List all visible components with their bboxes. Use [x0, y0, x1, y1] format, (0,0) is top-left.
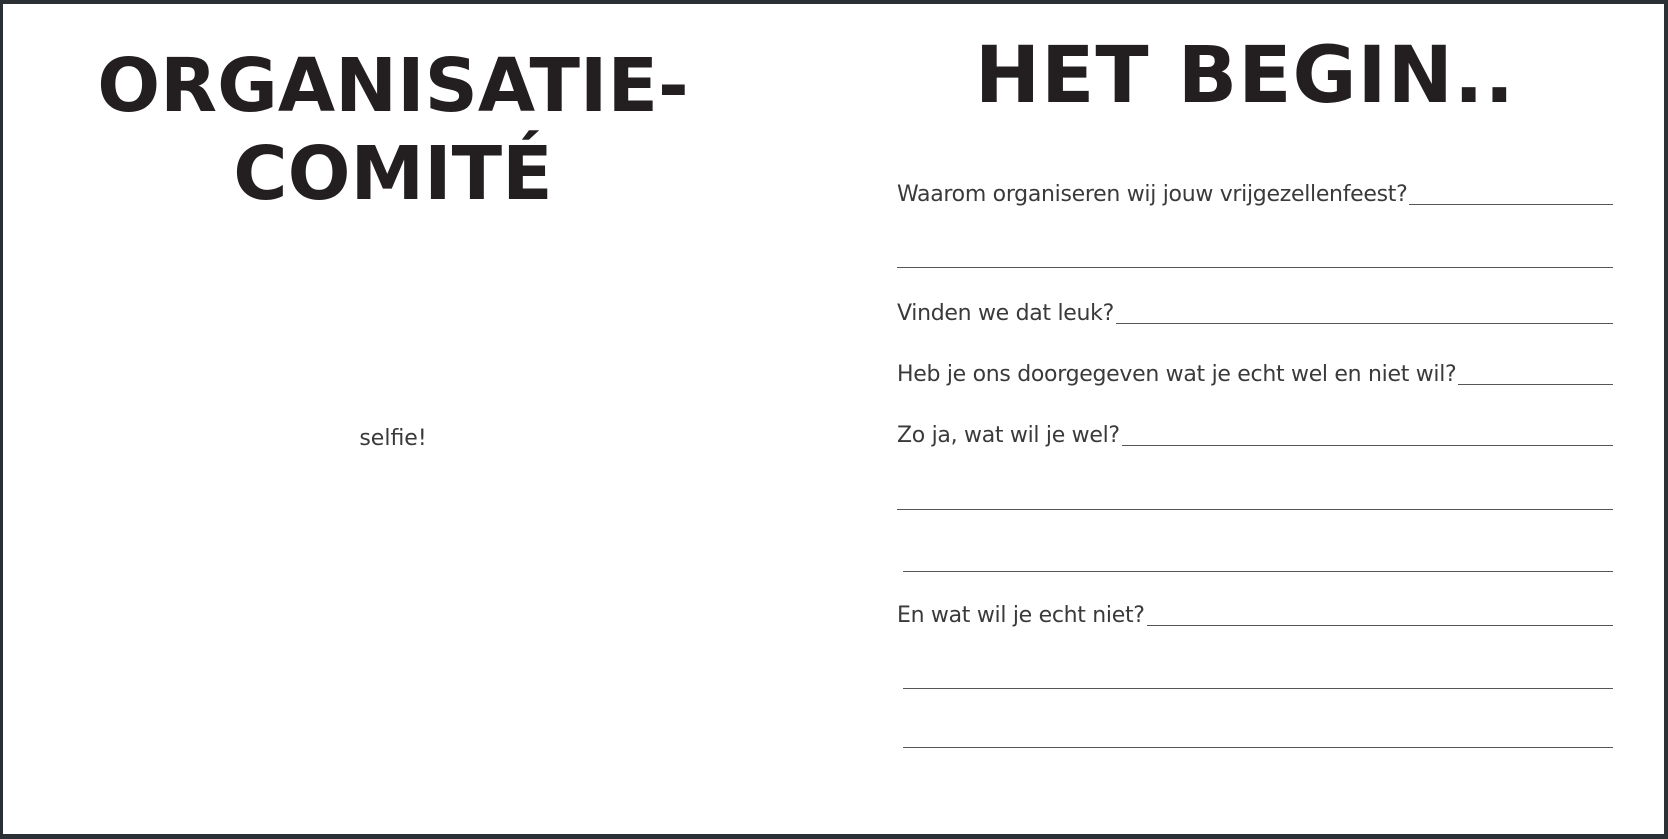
question-2-text: Vinden we dat leuk?	[897, 301, 1114, 326]
question-4-text: Zo ja, wat wil je wel?	[897, 423, 1120, 448]
answer-line-3[interactable]	[1458, 384, 1613, 385]
answer-line-2[interactable]	[1116, 323, 1613, 324]
question-row-4	[897, 417, 1613, 449]
question-5-text: En wat wil je echt niet?	[897, 603, 1145, 628]
answer-line-5b[interactable]	[903, 688, 1613, 689]
answer-line-1[interactable]	[1409, 204, 1613, 205]
right-page-title: HET BEGIN..	[974, 31, 1516, 121]
answer-line-4b[interactable]	[897, 509, 1613, 510]
question-1-text: Waarom organiseren wij jouw vrijgezellenfeest?	[897, 182, 1408, 207]
question-row-5	[897, 597, 1613, 629]
answer-line-1b[interactable]	[897, 267, 1613, 268]
answer-line-4c[interactable]	[903, 571, 1613, 572]
booklet-spread	[3, 4, 1664, 834]
question-row-2	[897, 295, 1613, 327]
selfie-caption: selfie!	[359, 426, 427, 451]
left-title-line-2: COMITÉ	[233, 131, 553, 217]
question-3-text: Heb je ons doorgegeven wat je echt wel en niet wil?	[897, 362, 1457, 387]
question-row-3	[897, 356, 1613, 388]
question-row-1	[897, 176, 1613, 208]
left-page-title	[43, 42, 743, 218]
left-title-line-1: ORGANISATIE-	[97, 43, 689, 129]
answer-line-5[interactable]	[1147, 625, 1613, 626]
answer-line-4[interactable]	[1122, 445, 1613, 446]
answer-line-5c[interactable]	[903, 747, 1613, 748]
